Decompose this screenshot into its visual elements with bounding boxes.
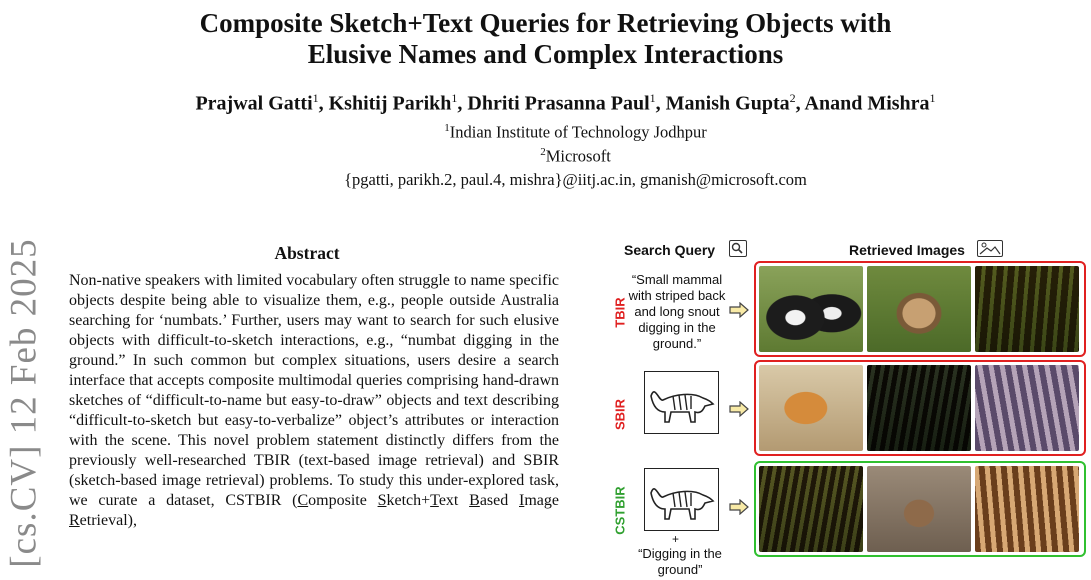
result-image-squirrel — [759, 365, 863, 451]
result-image-skunks — [759, 266, 863, 352]
arxiv-margin-stamp: [cs.CV] 12 Feb 2025 — [3, 237, 45, 568]
author-affiliation-mark: 1 — [929, 91, 936, 105]
arrow-icon — [729, 401, 749, 417]
author-affiliation-mark: 2 — [789, 91, 796, 105]
arrow-icon — [729, 499, 749, 515]
abstract-text: Non-native speakers with limited vocabulary often struggle to name specific objects despite being able to visualize them, e.g., people outside Australia searching for ‘numbats.’ Further, users may want to search for such elusive objects with difficult-to-sketch interactions, e.g., “numbat digging in the ground.” In such common but complex situations, users desire a search interface that accepts composite multimodal queries comprising hand-drawn sketches of “difficult-to-name but easy-to-draw” objects and text describing “difficult-to-sketch but easy-to-verbalize” object’s attributes or interaction with the scene. This novel problem statement distinctly differs from the previously well-researched TBIR (text-based image retrieval) and SBIR (sketch-based image retrieval) problems. To study this under-explored task, we curate a dataset, CSTBIR (Composite Sketch+Text Based Image Retrieval), — [69, 272, 559, 529]
result-image-numbat-digging-3 — [975, 466, 1079, 552]
retrieved-images-header: Retrieved Images — [849, 242, 965, 258]
result-image-numbat-digging-2 — [867, 466, 971, 552]
row-label-cstbir: CSTBIR — [612, 486, 628, 535]
cstbir-query-text: “Digging in the ground” — [638, 546, 722, 577]
abstract-heading: Abstract — [274, 243, 340, 263]
sbir-results — [754, 360, 1086, 456]
affiliation-2: $^2$Microsoft — [540, 146, 611, 166]
author-emails: {pgatti, parikh.2, paul.4, mishra}@iitj.ac.in, gmanish@microsoft.com — [344, 170, 807, 189]
affiliation-1: $^1$Indian Institute of Technology Jodhpur — [444, 122, 707, 142]
search-query-header: Search Query — [624, 242, 716, 258]
author-name: Prajwal Gatti — [195, 92, 313, 115]
teaser-figure — [600, 235, 1091, 580]
author-affiliation-mark: 1 — [312, 91, 319, 105]
row-label-sbir: SBIR — [612, 398, 628, 431]
author-affiliation-mark: 1 — [649, 91, 656, 105]
result-image-aardwolf — [975, 365, 1079, 451]
author-name: Dhriti Prasanna Paul — [467, 92, 650, 115]
row-label-tbir: TBIR — [612, 297, 628, 328]
tbir-results — [754, 261, 1086, 357]
numbat-sketch-composite — [644, 468, 719, 531]
plus-sign: + — [672, 532, 680, 546]
cstbir-results — [754, 461, 1086, 557]
result-image-chipmunk — [867, 266, 971, 352]
author-name: Anand Mishra — [804, 92, 930, 115]
result-image-tapir-calf — [975, 266, 1079, 352]
paper-title: Composite Sketch+Text Queries for Retrieving Objects with Elusive Names and Complex Interactions — [199, 8, 892, 69]
magnifier-icon — [729, 240, 747, 257]
author-list: Prajwal Gatti$^1$, Kshitij Parikh$^1$, Dhriti Prasanna Paul$^1$, Manish Gupta$^2$, Anand Mishra$^1$ — [195, 91, 936, 115]
author-affiliation-mark: 1 — [451, 91, 458, 105]
result-image-numbat — [867, 365, 971, 451]
author-name: Manish Gupta — [665, 92, 790, 115]
result-image-numbat-digging-1 — [759, 466, 863, 552]
tbir-query-text: “Small mammal with striped back and long snout digging in the ground.” — [628, 272, 726, 351]
author-name: Kshitij Parikh — [328, 92, 452, 115]
image-icon — [977, 240, 1003, 257]
numbat-sketch — [644, 371, 719, 434]
arrow-icon — [729, 302, 749, 318]
